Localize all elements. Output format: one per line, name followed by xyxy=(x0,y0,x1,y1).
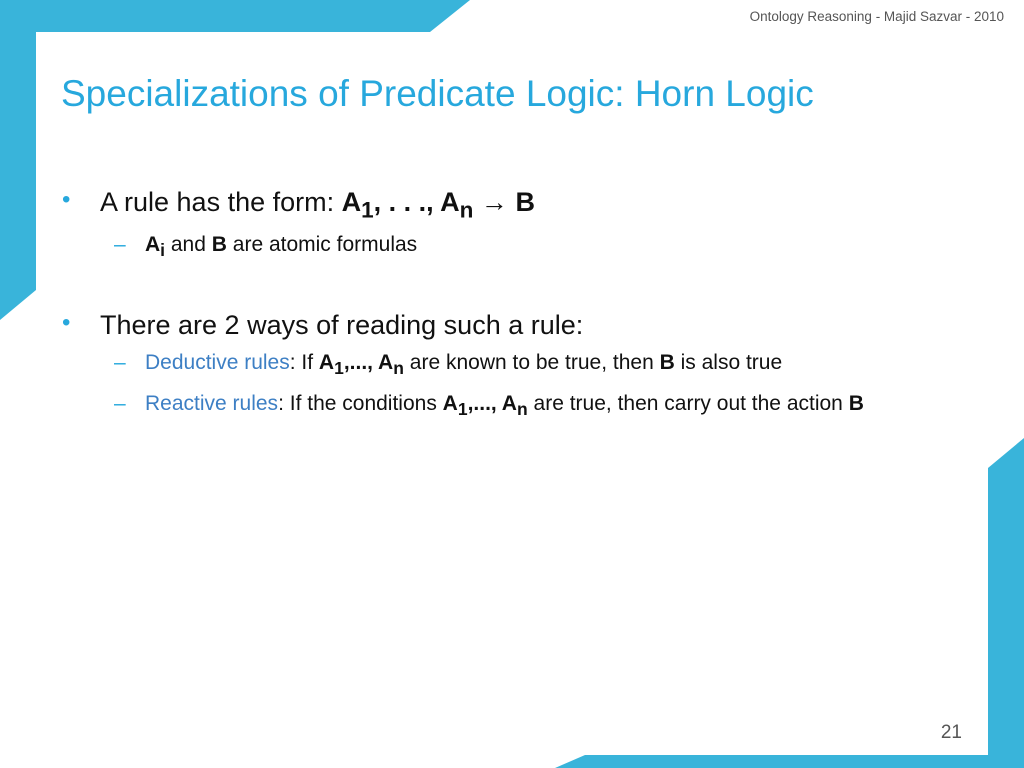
arrow-icon: → xyxy=(480,187,508,217)
formula: $A_1$, . . ., $A_n \to B$ xyxy=(341,187,535,223)
header-note: Ontology Reasoning - Majid Sazvar - 2010 xyxy=(749,9,1004,24)
page-number: 21 xyxy=(940,722,962,743)
subbullet-atomic: – $A_i$ and B are atomic formulas xyxy=(62,229,962,264)
subbullet-reactive: – Reactive rules: If the conditions $A_1$,..., $A_n$ are true, then carry out the action B xyxy=(62,388,962,423)
bullet-two-ways: • There are 2 ways of reading such a rule: xyxy=(62,308,584,340)
dash-icon: – xyxy=(114,351,126,375)
top-left-band xyxy=(0,0,470,32)
bullet-list xyxy=(62,186,962,424)
left-band xyxy=(0,0,36,320)
bullet-rule-form: • A rule has the form: $A_1$, . . ., $A_n \to B$ xyxy=(62,186,535,223)
right-band xyxy=(988,438,1024,768)
dash-icon: – xyxy=(114,392,126,416)
bullet-dot-icon: • xyxy=(62,308,71,336)
bullet-dot-icon: • xyxy=(62,186,71,213)
slide-title: Specializations of Predicate Logic: Horn Logic xyxy=(61,73,814,114)
bottom-band xyxy=(555,755,1024,768)
dash-icon: – xyxy=(114,233,126,257)
subbullet-deductive: – Deductive rules: If $A_1$,..., $A_n$ are known to be true, then B is also true xyxy=(62,347,962,382)
